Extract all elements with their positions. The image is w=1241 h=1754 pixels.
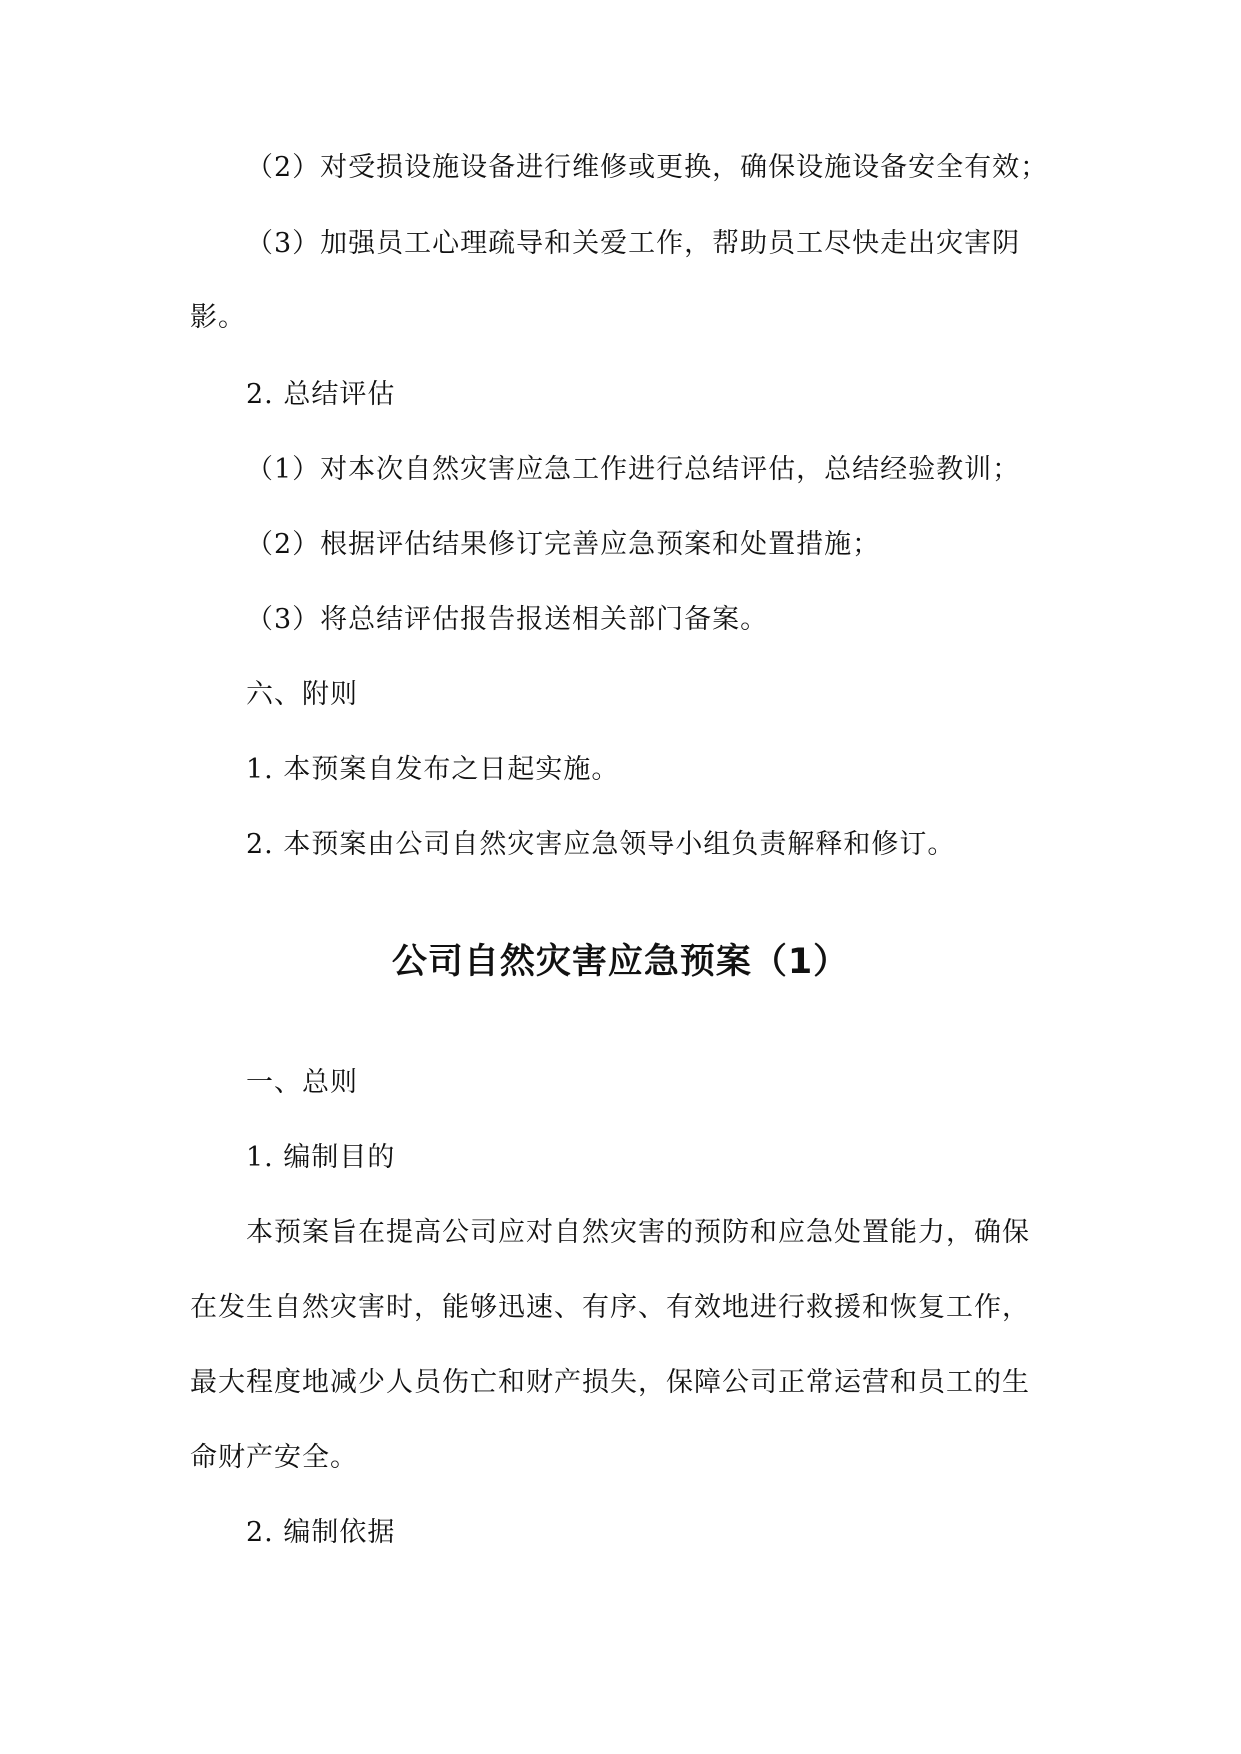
document-title: 公司自然灾害应急预案（1） [391,942,850,982]
section-heading: 六、附则 [246,679,358,710]
paragraph-line: （2）对受损设施设备进行维修或更换，确保设施设备安全有效； [246,152,1049,183]
paragraph-line: （3）加强员工心理疏导和关爱工作，帮助员工尽快走出灾害阴 [246,228,1021,259]
paragraph-line: 命财产安全。 [190,1442,358,1473]
paragraph-line: （2）根据评估结果修订完善应急预案和处置措施； [246,529,881,560]
paragraph-line: 1. 本预案自发布之日起实施。 [246,754,620,785]
section-heading: 一、总则 [246,1067,358,1098]
paragraph-line: 2. 本预案由公司自然灾害应急领导小组负责解释和修订。 [246,829,956,860]
paragraph-line: （1）对本次自然灾害应急工作进行总结评估，总结经验教训； [246,454,1021,485]
paragraph-line: （3）将总结评估报告报送相关部门备案。 [246,604,769,635]
paragraph-line: 在发生自然灾害时，能够迅速、有序、有效地进行救援和恢复工作， [190,1292,1030,1323]
section-heading: 2. 编制依据 [246,1517,396,1548]
paragraph-line: 影。 [190,302,246,333]
section-heading: 1. 编制目的 [246,1142,396,1173]
paragraph-line: 本预案旨在提高公司应对自然灾害的预防和应急处置能力，确保 [246,1217,1030,1248]
section-heading: 2. 总结评估 [246,379,396,410]
paragraph-line: 最大程度地减少人员伤亡和财产损失，保障公司正常运营和员工的生 [190,1367,1030,1398]
